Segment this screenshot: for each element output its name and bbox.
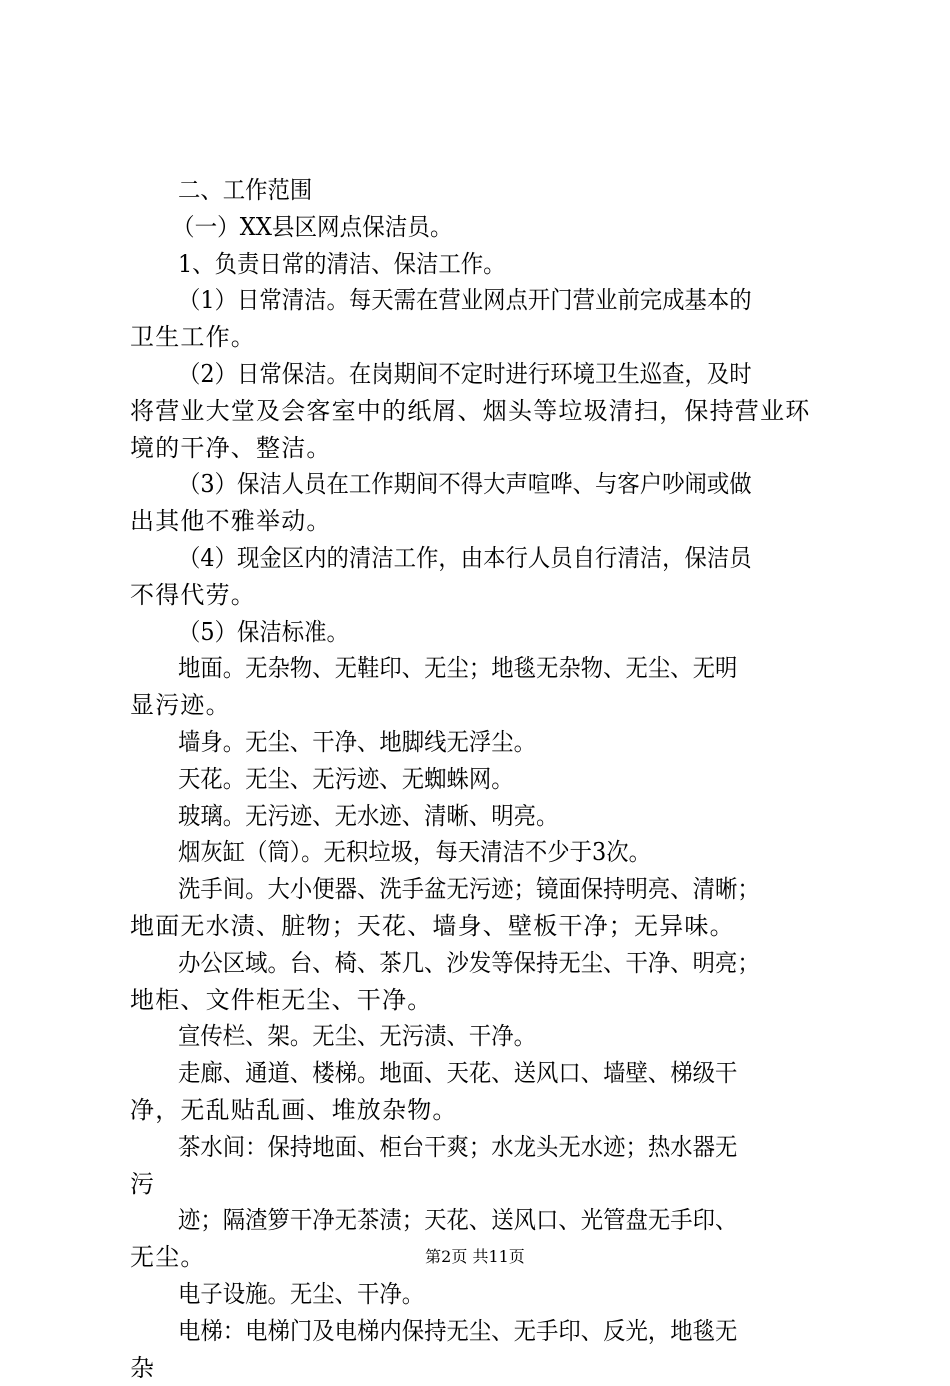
subsection-heading: （一）XX县区网点保洁员。	[172, 209, 840, 246]
paragraph-line: 地柜、文件柜无尘、干净。	[130, 982, 840, 1019]
paragraph-line: 走廊、通道、楼梯。地面、天花、送风口、墙壁、梯级干	[178, 1055, 840, 1092]
paragraph-line: 烟灰缸（筒）。无积垃圾，每天清洁不少于3次。	[178, 834, 840, 871]
section-heading: 二、工作范围	[178, 172, 840, 209]
paragraph-line: 净，无乱贴乱画、堆放杂物。	[130, 1092, 840, 1129]
paragraph-line: 杂	[130, 1350, 840, 1386]
paragraph-line: 天花。无尘、无污迹、无蜘蛛网。	[178, 761, 840, 798]
paragraph-line: （5）保洁标准。	[178, 614, 840, 651]
page-footer: 第2页 共11页	[0, 1244, 950, 1267]
paragraph-line: 不得代劳。	[130, 577, 840, 614]
paragraph-line: 将营业大堂及会客室中的纸屑、烟头等垃圾清扫，保持营业环	[130, 393, 840, 430]
paragraph-line: （2）日常保洁。在岗期间不定时进行环境卫生巡查，及时	[178, 356, 840, 393]
paragraph-line: （3）保洁人员在工作期间不得大声喧哗、与客户吵闹或做	[178, 466, 840, 503]
paragraph-line: 显污迹。	[130, 687, 840, 724]
paragraph-line: 茶水间：保持地面、柜台干爽；水龙头无水迹；热水器无	[178, 1129, 840, 1166]
paragraph-line: 境的干净、整洁。	[130, 430, 840, 467]
paragraph-line: 洗手间。大小便器、洗手盆无污迹；镜面保持明亮、清晰；	[178, 871, 840, 908]
paragraph-line: 出其他不雅举动。	[130, 503, 840, 540]
paragraph-line: 办公区域。台、椅、茶几、沙发等保持无尘、干净、明亮；	[178, 945, 840, 982]
paragraph-line: 无尘。	[130, 1239, 840, 1276]
paragraph-line: 迹；隔渣箩干净无茶渍；天花、送风口、光管盘无手印、	[178, 1202, 840, 1239]
paragraph-line: 卫生工作。	[130, 319, 840, 356]
paragraph-line: 宣传栏、架。无尘、无污渍、干净。	[178, 1018, 840, 1055]
paragraph-line: （4）现金区内的清洁工作，由本行人员自行清洁，保洁员	[178, 540, 840, 577]
paragraph-line: 污	[130, 1166, 840, 1203]
paragraph-line: 电子设施。无尘、干净。	[178, 1276, 840, 1313]
paragraph-line: 玻璃。无污迹、无水迹、清晰、明亮。	[178, 798, 840, 835]
paragraph-line: 电梯：电梯门及电梯内保持无尘、无手印、反光，地毯无	[178, 1313, 840, 1350]
list-item: 1、负责日常的清洁、保洁工作。	[178, 246, 840, 283]
document-body	[130, 172, 840, 1386]
paragraph-line: （1）日常清洁。每天需在营业网点开门营业前完成基本的	[178, 282, 840, 319]
paragraph-line: 地面无水渍、脏物；天花、墙身、壁板干净；无异味。	[130, 908, 840, 945]
paragraph-line: 墙身。无尘、干净、地脚线无浮尘。	[178, 724, 840, 761]
paragraph-line: 地面。无杂物、无鞋印、无尘；地毯无杂物、无尘、无明	[178, 650, 840, 687]
